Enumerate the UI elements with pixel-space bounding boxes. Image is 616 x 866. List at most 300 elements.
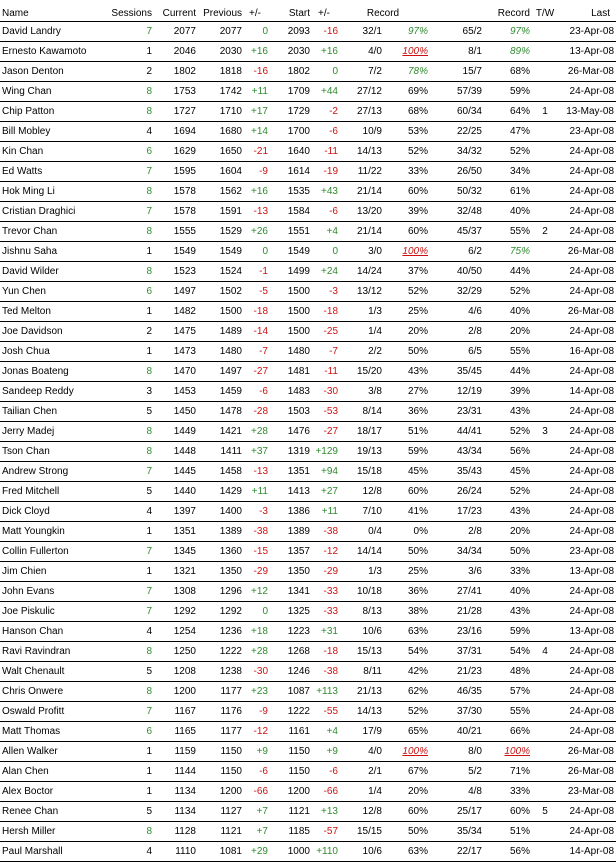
- record-1-percent-cell: 25%: [382, 562, 428, 582]
- last-date-cell: 24-Apr-08: [560, 222, 616, 242]
- current-rating-cell: 1250: [152, 642, 196, 662]
- change-previous-cell: -7: [242, 342, 268, 362]
- previous-rating-cell: 1604: [196, 162, 242, 182]
- tw-cell: [530, 482, 560, 502]
- current-rating-cell: 1453: [152, 382, 196, 402]
- record-2-cell: 27/41: [428, 582, 482, 602]
- record-1-cell: 18/17: [338, 422, 382, 442]
- change-previous-cell: -14: [242, 322, 268, 342]
- record-1-percent-cell: 54%: [382, 642, 428, 662]
- previous-rating-cell: 1177: [196, 722, 242, 742]
- previous-rating-cell: 1360: [196, 542, 242, 562]
- record-2-cell: 21/28: [428, 602, 482, 622]
- record-2-percent-cell: 59%: [482, 82, 530, 102]
- change-start-cell: +27: [310, 482, 338, 502]
- record-1-cell: 4/0: [338, 42, 382, 62]
- record-1-percent-cell: 43%: [382, 362, 428, 382]
- previous-rating-cell: 1497: [196, 362, 242, 382]
- start-rating-cell: 1161: [268, 722, 310, 742]
- last-date-cell: 26-Mar-08: [560, 62, 616, 82]
- record-2-percent-cell: 39%: [482, 382, 530, 402]
- last-date-cell: 13-May-08: [560, 102, 616, 122]
- change-start-cell: -6: [310, 122, 338, 142]
- last-date-cell: 24-Apr-08: [560, 442, 616, 462]
- change-previous-cell: +12: [242, 582, 268, 602]
- change-previous-cell: +16: [242, 182, 268, 202]
- start-rating-cell: 1535: [268, 182, 310, 202]
- start-rating-cell: 1802: [268, 62, 310, 82]
- current-rating-cell: 1208: [152, 662, 196, 682]
- current-rating-cell: 1321: [152, 562, 196, 582]
- player-name: Jim Chien: [0, 562, 106, 582]
- record-1-cell: 10/9: [338, 122, 382, 142]
- record-1-cell: 8/14: [338, 402, 382, 422]
- table-row: [0, 682, 616, 702]
- record-2-cell: 32/29: [428, 282, 482, 302]
- player-name: Andrew Strong: [0, 462, 106, 482]
- last-date-cell: 24-Apr-08: [560, 582, 616, 602]
- record-1-cell: 12/8: [338, 482, 382, 502]
- player-name: Fred Mitchell: [0, 482, 106, 502]
- record-1-percent-cell: 36%: [382, 402, 428, 422]
- start-rating-cell: 1325: [268, 602, 310, 622]
- last-date-cell: 24-Apr-08: [560, 362, 616, 382]
- sessions-cell: 7: [106, 202, 152, 222]
- previous-rating-cell: 1150: [196, 762, 242, 782]
- record-1-cell: 32/1: [338, 22, 382, 42]
- start-rating-cell: 1481: [268, 362, 310, 382]
- record-1-cell: 15/13: [338, 642, 382, 662]
- table-row: [0, 182, 616, 202]
- current-rating-cell: 1473: [152, 342, 196, 362]
- player-name: Ed Watts: [0, 162, 106, 182]
- record-1-cell: 3/8: [338, 382, 382, 402]
- record-2-percent-cell: 50%: [482, 542, 530, 562]
- table-row: [0, 822, 616, 842]
- record-1-cell: 15/20: [338, 362, 382, 382]
- record-2-percent-cell: 43%: [482, 602, 530, 622]
- player-name: Cristian Draghici: [0, 202, 106, 222]
- sessions-cell: 8: [106, 682, 152, 702]
- record-2-cell: 46/35: [428, 682, 482, 702]
- player-name: Walt Chenault: [0, 662, 106, 682]
- tw-cell: [530, 462, 560, 482]
- record-2-percent-cell: 44%: [482, 362, 530, 382]
- current-rating-cell: 1200: [152, 682, 196, 702]
- record-1-cell: 15/15: [338, 822, 382, 842]
- start-rating-cell: 1386: [268, 502, 310, 522]
- change-start-cell: -11: [310, 142, 338, 162]
- record-1-cell: 14/13: [338, 702, 382, 722]
- current-rating-cell: 1449: [152, 422, 196, 442]
- change-start-cell: -38: [310, 522, 338, 542]
- last-date-cell: 26-Mar-08: [560, 242, 616, 262]
- change-previous-cell: -6: [242, 762, 268, 782]
- player-name: David Wilder: [0, 262, 106, 282]
- start-rating-cell: 1319: [268, 442, 310, 462]
- header-start: Start: [268, 0, 310, 22]
- record-1-cell: 10/6: [338, 622, 382, 642]
- table-row: [0, 302, 616, 322]
- current-rating-cell: 1555: [152, 222, 196, 242]
- record-2-cell: 40/21: [428, 722, 482, 742]
- tw-cell: [530, 762, 560, 782]
- change-start-cell: +94: [310, 462, 338, 482]
- record-2-percent-cell: 52%: [482, 142, 530, 162]
- tw-cell: [530, 822, 560, 842]
- record-2-percent-cell: 55%: [482, 702, 530, 722]
- change-start-cell: -3: [310, 282, 338, 302]
- player-name: Tailian Chen: [0, 402, 106, 422]
- record-1-percent-cell: 59%: [382, 442, 428, 462]
- start-rating-cell: 1222: [268, 702, 310, 722]
- table-row: [0, 762, 616, 782]
- record-1-percent-cell: 41%: [382, 502, 428, 522]
- previous-rating-cell: 1591: [196, 202, 242, 222]
- header-change-start: +/-: [310, 0, 338, 22]
- record-1-cell: 14/24: [338, 262, 382, 282]
- record-1-percent-cell: 50%: [382, 342, 428, 362]
- player-name: David Landry: [0, 22, 106, 42]
- previous-rating-cell: 1458: [196, 462, 242, 482]
- table-row: [0, 722, 616, 742]
- change-start-cell: -66: [310, 782, 338, 802]
- last-date-cell: 24-Apr-08: [560, 322, 616, 342]
- record-2-cell: 37/30: [428, 702, 482, 722]
- player-name: Jason Denton: [0, 62, 106, 82]
- sessions-cell: 2: [106, 322, 152, 342]
- current-rating-cell: 1128: [152, 822, 196, 842]
- record-2-percent-cell: 33%: [482, 782, 530, 802]
- previous-rating-cell: 1081: [196, 842, 242, 862]
- record-2-cell: 60/34: [428, 102, 482, 122]
- record-1-percent-cell: 52%: [382, 282, 428, 302]
- last-date-cell: 23-Apr-08: [560, 122, 616, 142]
- record-2-cell: 22/17: [428, 842, 482, 862]
- last-date-cell: 23-Mar-08: [560, 782, 616, 802]
- change-start-cell: +13: [310, 802, 338, 822]
- current-rating-cell: 1595: [152, 162, 196, 182]
- change-start-cell: +43: [310, 182, 338, 202]
- change-start-cell: -33: [310, 602, 338, 622]
- change-previous-cell: -9: [242, 162, 268, 182]
- table-row: [0, 422, 616, 442]
- tw-cell: [530, 362, 560, 382]
- tw-cell: 4: [530, 642, 560, 662]
- start-rating-cell: 1413: [268, 482, 310, 502]
- change-previous-cell: -29: [242, 562, 268, 582]
- change-start-cell: +4: [310, 722, 338, 742]
- start-rating-cell: 1389: [268, 522, 310, 542]
- previous-rating-cell: 1236: [196, 622, 242, 642]
- current-rating-cell: 1159: [152, 742, 196, 762]
- table-row: [0, 662, 616, 682]
- sessions-cell: 1: [106, 242, 152, 262]
- current-rating-cell: 1470: [152, 362, 196, 382]
- record-2-percent-cell: 55%: [482, 342, 530, 362]
- last-date-cell: 14-Apr-08: [560, 382, 616, 402]
- player-name: Ravi Ravindran: [0, 642, 106, 662]
- record-1-percent-cell: 52%: [382, 142, 428, 162]
- last-date-cell: 24-Apr-08: [560, 202, 616, 222]
- record-2-cell: 65/2: [428, 22, 482, 42]
- change-start-cell: +11: [310, 502, 338, 522]
- start-rating-cell: 1268: [268, 642, 310, 662]
- last-date-cell: 13-Apr-08: [560, 562, 616, 582]
- tw-cell: [530, 682, 560, 702]
- start-rating-cell: 1729: [268, 102, 310, 122]
- player-name: Paul Marshall: [0, 842, 106, 862]
- previous-rating-cell: 1222: [196, 642, 242, 662]
- record-1-percent-cell: 69%: [382, 82, 428, 102]
- tw-cell: 5: [530, 802, 560, 822]
- change-start-cell: -11: [310, 362, 338, 382]
- current-rating-cell: 1308: [152, 582, 196, 602]
- header-sessions: Sessions: [106, 0, 152, 22]
- change-previous-cell: -9: [242, 702, 268, 722]
- previous-rating-cell: 1459: [196, 382, 242, 402]
- previous-rating-cell: 1562: [196, 182, 242, 202]
- sessions-cell: 1: [106, 742, 152, 762]
- last-date-cell: 24-Apr-08: [560, 142, 616, 162]
- record-1-percent-cell: 53%: [382, 122, 428, 142]
- change-start-cell: +24: [310, 262, 338, 282]
- table-row: [0, 502, 616, 522]
- player-name: Chip Patton: [0, 102, 106, 122]
- previous-rating-cell: 1742: [196, 82, 242, 102]
- change-start-cell: +113: [310, 682, 338, 702]
- last-date-cell: 24-Apr-08: [560, 602, 616, 622]
- previous-rating-cell: 1529: [196, 222, 242, 242]
- player-name: Hok Ming Li: [0, 182, 106, 202]
- change-start-cell: -6: [310, 202, 338, 222]
- record-1-cell: 2/2: [338, 342, 382, 362]
- record-1-percent-cell: 42%: [382, 662, 428, 682]
- change-start-cell: -27: [310, 422, 338, 442]
- change-start-cell: -18: [310, 302, 338, 322]
- record-1-percent-cell: 27%: [382, 382, 428, 402]
- record-2-cell: 2/8: [428, 522, 482, 542]
- current-rating-cell: 1351: [152, 522, 196, 542]
- record-1-percent-cell: 100%: [382, 42, 428, 62]
- last-date-cell: 24-Apr-08: [560, 282, 616, 302]
- table-row: [0, 602, 616, 622]
- header-tw: T/W: [530, 0, 560, 22]
- player-name: Renee Chan: [0, 802, 106, 822]
- record-1-percent-cell: 50%: [382, 822, 428, 842]
- table-row: [0, 362, 616, 382]
- change-previous-cell: -3: [242, 502, 268, 522]
- sessions-cell: 8: [106, 82, 152, 102]
- table-row: [0, 102, 616, 122]
- header-record-2: Record: [428, 0, 530, 22]
- sessions-cell: 5: [106, 482, 152, 502]
- record-2-percent-cell: 89%: [482, 42, 530, 62]
- sessions-cell: 7: [106, 162, 152, 182]
- change-previous-cell: 0: [242, 602, 268, 622]
- previous-rating-cell: 1238: [196, 662, 242, 682]
- sessions-cell: 7: [106, 702, 152, 722]
- previous-rating-cell: 1292: [196, 602, 242, 622]
- change-start-cell: 0: [310, 242, 338, 262]
- record-2-cell: 5/2: [428, 762, 482, 782]
- record-2-percent-cell: 20%: [482, 322, 530, 342]
- change-previous-cell: +28: [242, 422, 268, 442]
- current-rating-cell: 1475: [152, 322, 196, 342]
- tw-cell: [530, 662, 560, 682]
- previous-rating-cell: 1478: [196, 402, 242, 422]
- start-rating-cell: 1549: [268, 242, 310, 262]
- record-2-percent-cell: 57%: [482, 682, 530, 702]
- sessions-cell: 8: [106, 262, 152, 282]
- table-row: [0, 582, 616, 602]
- tw-cell: [530, 522, 560, 542]
- header-current: Current: [152, 0, 196, 22]
- change-start-cell: -55: [310, 702, 338, 722]
- start-rating-cell: 1150: [268, 762, 310, 782]
- previous-rating-cell: 1549: [196, 242, 242, 262]
- start-rating-cell: 1584: [268, 202, 310, 222]
- tw-cell: [530, 302, 560, 322]
- record-2-cell: 4/6: [428, 302, 482, 322]
- record-2-cell: 23/16: [428, 622, 482, 642]
- current-rating-cell: 1345: [152, 542, 196, 562]
- change-previous-cell: -6: [242, 382, 268, 402]
- tw-cell: [530, 442, 560, 462]
- change-start-cell: 0: [310, 62, 338, 82]
- player-name: Jerry Madej: [0, 422, 106, 442]
- change-start-cell: +4: [310, 222, 338, 242]
- record-2-percent-cell: 71%: [482, 762, 530, 782]
- record-2-percent-cell: 59%: [482, 622, 530, 642]
- record-2-cell: 50/32: [428, 182, 482, 202]
- record-2-cell: 35/45: [428, 362, 482, 382]
- record-1-cell: 8/13: [338, 602, 382, 622]
- record-2-percent-cell: 52%: [482, 282, 530, 302]
- change-start-cell: -53: [310, 402, 338, 422]
- last-date-cell: 24-Apr-08: [560, 502, 616, 522]
- record-2-cell: 40/50: [428, 262, 482, 282]
- start-rating-cell: 1499: [268, 262, 310, 282]
- change-start-cell: -12: [310, 542, 338, 562]
- record-2-cell: 2/8: [428, 322, 482, 342]
- start-rating-cell: 1500: [268, 302, 310, 322]
- header-last: Last: [560, 0, 616, 22]
- change-previous-cell: -5: [242, 282, 268, 302]
- change-previous-cell: +11: [242, 82, 268, 102]
- change-previous-cell: -13: [242, 462, 268, 482]
- current-rating-cell: 1450: [152, 402, 196, 422]
- tw-cell: [530, 242, 560, 262]
- change-previous-cell: +18: [242, 622, 268, 642]
- previous-rating-cell: 1421: [196, 422, 242, 442]
- current-rating-cell: 1110: [152, 842, 196, 862]
- record-2-percent-cell: 100%: [482, 742, 530, 762]
- record-1-percent-cell: 67%: [382, 762, 428, 782]
- start-rating-cell: 1640: [268, 142, 310, 162]
- change-previous-cell: -38: [242, 522, 268, 542]
- change-previous-cell: +7: [242, 822, 268, 842]
- last-date-cell: 24-Apr-08: [560, 482, 616, 502]
- change-start-cell: -29: [310, 562, 338, 582]
- change-previous-cell: +37: [242, 442, 268, 462]
- current-rating-cell: 2046: [152, 42, 196, 62]
- table-row: [0, 482, 616, 502]
- last-date-cell: 24-Apr-08: [560, 462, 616, 482]
- current-rating-cell: 1549: [152, 242, 196, 262]
- previous-rating-cell: 1818: [196, 62, 242, 82]
- record-1-percent-cell: 37%: [382, 262, 428, 282]
- record-1-cell: 0/4: [338, 522, 382, 542]
- record-1-percent-cell: 65%: [382, 722, 428, 742]
- previous-rating-cell: 1121: [196, 822, 242, 842]
- table-row: [0, 162, 616, 182]
- sessions-cell: 8: [106, 222, 152, 242]
- record-1-percent-cell: 33%: [382, 162, 428, 182]
- start-rating-cell: 1223: [268, 622, 310, 642]
- record-2-percent-cell: 40%: [482, 302, 530, 322]
- sessions-cell: 6: [106, 722, 152, 742]
- tw-cell: 1: [530, 102, 560, 122]
- record-2-percent-cell: 97%: [482, 22, 530, 42]
- header-previous: Previous: [196, 0, 242, 22]
- current-rating-cell: 1292: [152, 602, 196, 622]
- record-1-percent-cell: 68%: [382, 102, 428, 122]
- record-1-percent-cell: 20%: [382, 782, 428, 802]
- record-2-cell: 26/24: [428, 482, 482, 502]
- previous-rating-cell: 1200: [196, 782, 242, 802]
- change-start-cell: -16: [310, 22, 338, 42]
- previous-rating-cell: 1489: [196, 322, 242, 342]
- current-rating-cell: 1134: [152, 782, 196, 802]
- table-body: [0, 22, 616, 862]
- tw-cell: [530, 562, 560, 582]
- record-2-percent-cell: 44%: [482, 262, 530, 282]
- record-1-percent-cell: 52%: [382, 702, 428, 722]
- start-rating-cell: 1709: [268, 82, 310, 102]
- sessions-cell: 1: [106, 782, 152, 802]
- record-2-cell: 23/31: [428, 402, 482, 422]
- current-rating-cell: 1694: [152, 122, 196, 142]
- last-date-cell: 24-Apr-08: [560, 422, 616, 442]
- change-start-cell: -38: [310, 662, 338, 682]
- table-row: [0, 242, 616, 262]
- record-1-cell: 27/13: [338, 102, 382, 122]
- record-2-percent-cell: 64%: [482, 102, 530, 122]
- record-2-cell: 45/37: [428, 222, 482, 242]
- current-rating-cell: 1578: [152, 182, 196, 202]
- sessions-cell: 4: [106, 622, 152, 642]
- tw-cell: [530, 142, 560, 162]
- current-rating-cell: 1629: [152, 142, 196, 162]
- previous-rating-cell: 1350: [196, 562, 242, 582]
- change-previous-cell: -1: [242, 262, 268, 282]
- record-2-percent-cell: 66%: [482, 722, 530, 742]
- last-date-cell: 26-Mar-08: [560, 742, 616, 762]
- start-rating-cell: 1087: [268, 682, 310, 702]
- last-date-cell: 24-Apr-08: [560, 662, 616, 682]
- record-2-percent-cell: 56%: [482, 842, 530, 862]
- previous-rating-cell: 1650: [196, 142, 242, 162]
- table-row: [0, 742, 616, 762]
- record-1-cell: 21/14: [338, 222, 382, 242]
- record-1-cell: 4/0: [338, 742, 382, 762]
- record-2-cell: 37/31: [428, 642, 482, 662]
- record-1-percent-cell: 38%: [382, 602, 428, 622]
- previous-rating-cell: 1502: [196, 282, 242, 302]
- record-2-cell: 34/34: [428, 542, 482, 562]
- change-previous-cell: +16: [242, 42, 268, 62]
